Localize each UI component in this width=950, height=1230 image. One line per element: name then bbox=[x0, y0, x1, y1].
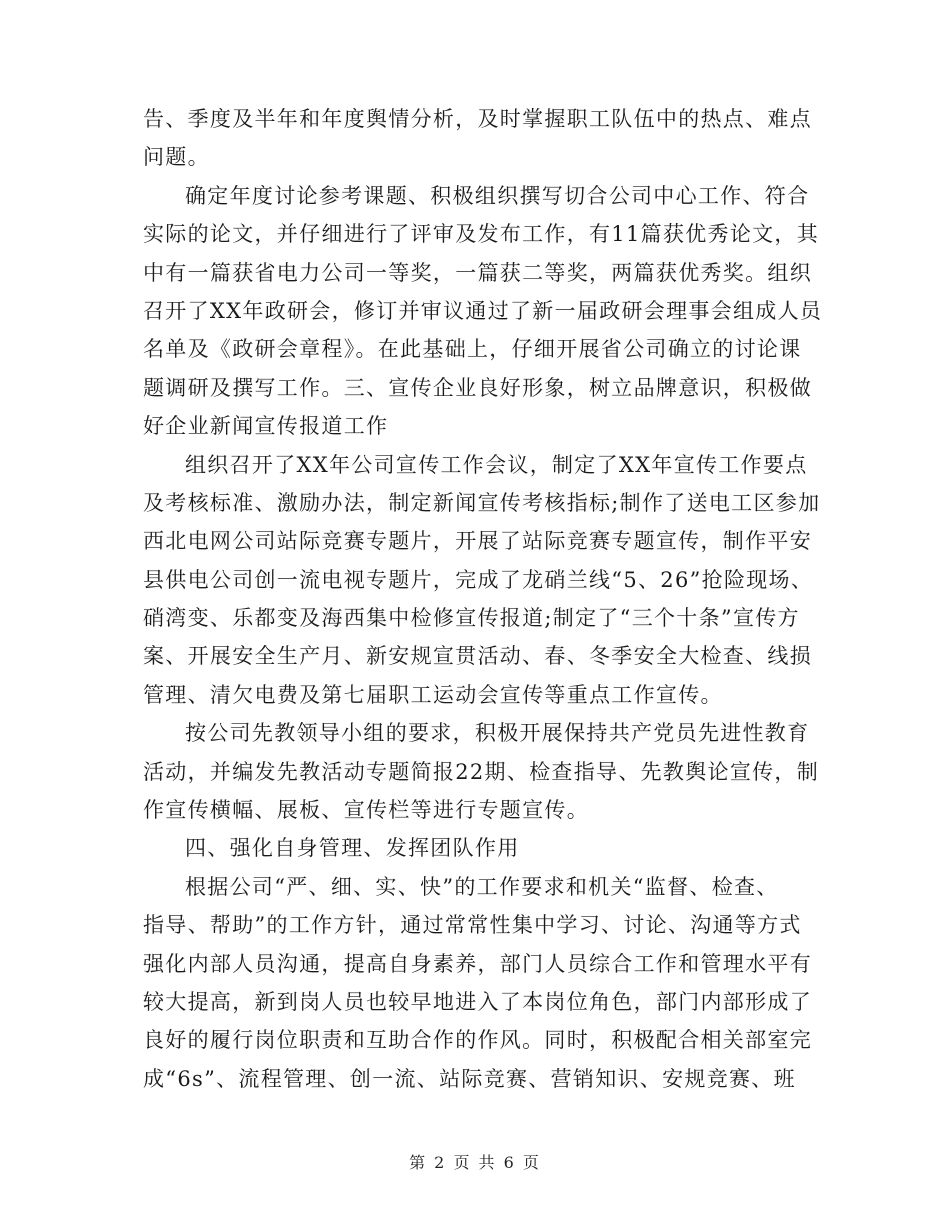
text-line: 西北电网公司站际竞赛专题片，开展了站际竞赛专题宣传，制作平安 bbox=[143, 529, 812, 554]
text-line: 成“6s”、流程管理、创一流、站际竞赛、营销知识、安规竞赛、班 bbox=[143, 1066, 796, 1091]
paragraph-start-line: 组织召开了XX年公司宣传工作会议，制定了XX年宣传工作要点 bbox=[185, 452, 808, 477]
section-heading: 四、强化自身管理、发挥团队作用 bbox=[185, 836, 520, 861]
text-line: 中有一篇获省电力公司一等奖，一篇获二等奖，两篇获优秀奖。组织 bbox=[143, 260, 812, 285]
text-line: 好企业新闻宣传报道工作 bbox=[143, 414, 389, 439]
paragraph-start-line: 按公司先教领导小组的要求，积极开展保持共产党员先进性教育 bbox=[185, 721, 810, 746]
text-line: 强化内部人员沟通，提高自身素养，部门人员综合工作和管理水平有 bbox=[143, 951, 812, 976]
text-line: 作宣传横幅、展板、宣传栏等进行专题宣传。 bbox=[143, 798, 589, 823]
text-line: 较大提高，新到岗人员也较早地进入了本岗位角色，部门内部形成了 bbox=[143, 989, 812, 1014]
text-line: 题调研及撰写工作。三、宣传企业良好形象，树立品牌意识，积极做 bbox=[143, 375, 812, 400]
text-line: 良好的履行岗位职责和互助合作的作风。同时，积极配合相关部室完 bbox=[143, 1028, 812, 1053]
text-line: 名单及《政研会章程》。在此基础上，仔细开展省公司确立的讨论课 bbox=[143, 337, 802, 362]
text-line: 及考核标准、激励办法，制定新闻宣传考核指标;制作了送电工区参加 bbox=[143, 490, 821, 515]
document-body bbox=[143, 100, 823, 1098]
text-line: 指导、帮助”的工作方针，通过常常性集中学习、讨论、沟通等方式 bbox=[143, 913, 802, 938]
text-line: 活动，并编发先教活动专题简报22期、检查指导、先教舆论宣传，制 bbox=[143, 759, 820, 784]
text-line: 告、季度及半年和年度舆情分析，及时掌握职工队伍中的热点、难点 bbox=[143, 107, 812, 131]
paragraph-start-line: 根据公司“严、细、实、快”的工作要求和机关“监督、检查、 bbox=[185, 874, 779, 899]
text-line: 案、开展安全生产月、新安规宣贯活动、春、冬季安全大检查、线损 bbox=[143, 644, 812, 669]
text-line: 问题。 bbox=[143, 145, 210, 170]
text-line: 召开了XX年政研会，修订并审议通过了新一届政研会理事会组成人员 bbox=[143, 298, 823, 323]
text-line: 管理、清欠电费及第七届职工运动会宣传等重点工作宣传。 bbox=[143, 682, 723, 707]
text-line: 实际的论文，并仔细进行了评审及发布工作，有11篇获优秀论文，其 bbox=[143, 222, 820, 247]
text-line: 硝湾变、乐都变及海西集中检修宣传报道;制定了“三个十条”宣传方 bbox=[143, 606, 800, 631]
text-line: 县供电公司创一流电视专题片，完成了龙硝兰线“5、26”抢险现场、 bbox=[143, 567, 814, 592]
paragraph-start-line: 确定年度讨论参考课题、积极组织撰写切合公司中心工作、符合 bbox=[185, 183, 810, 208]
page-number-footer: 第 2 页 共 6 页 bbox=[409, 1153, 541, 1172]
